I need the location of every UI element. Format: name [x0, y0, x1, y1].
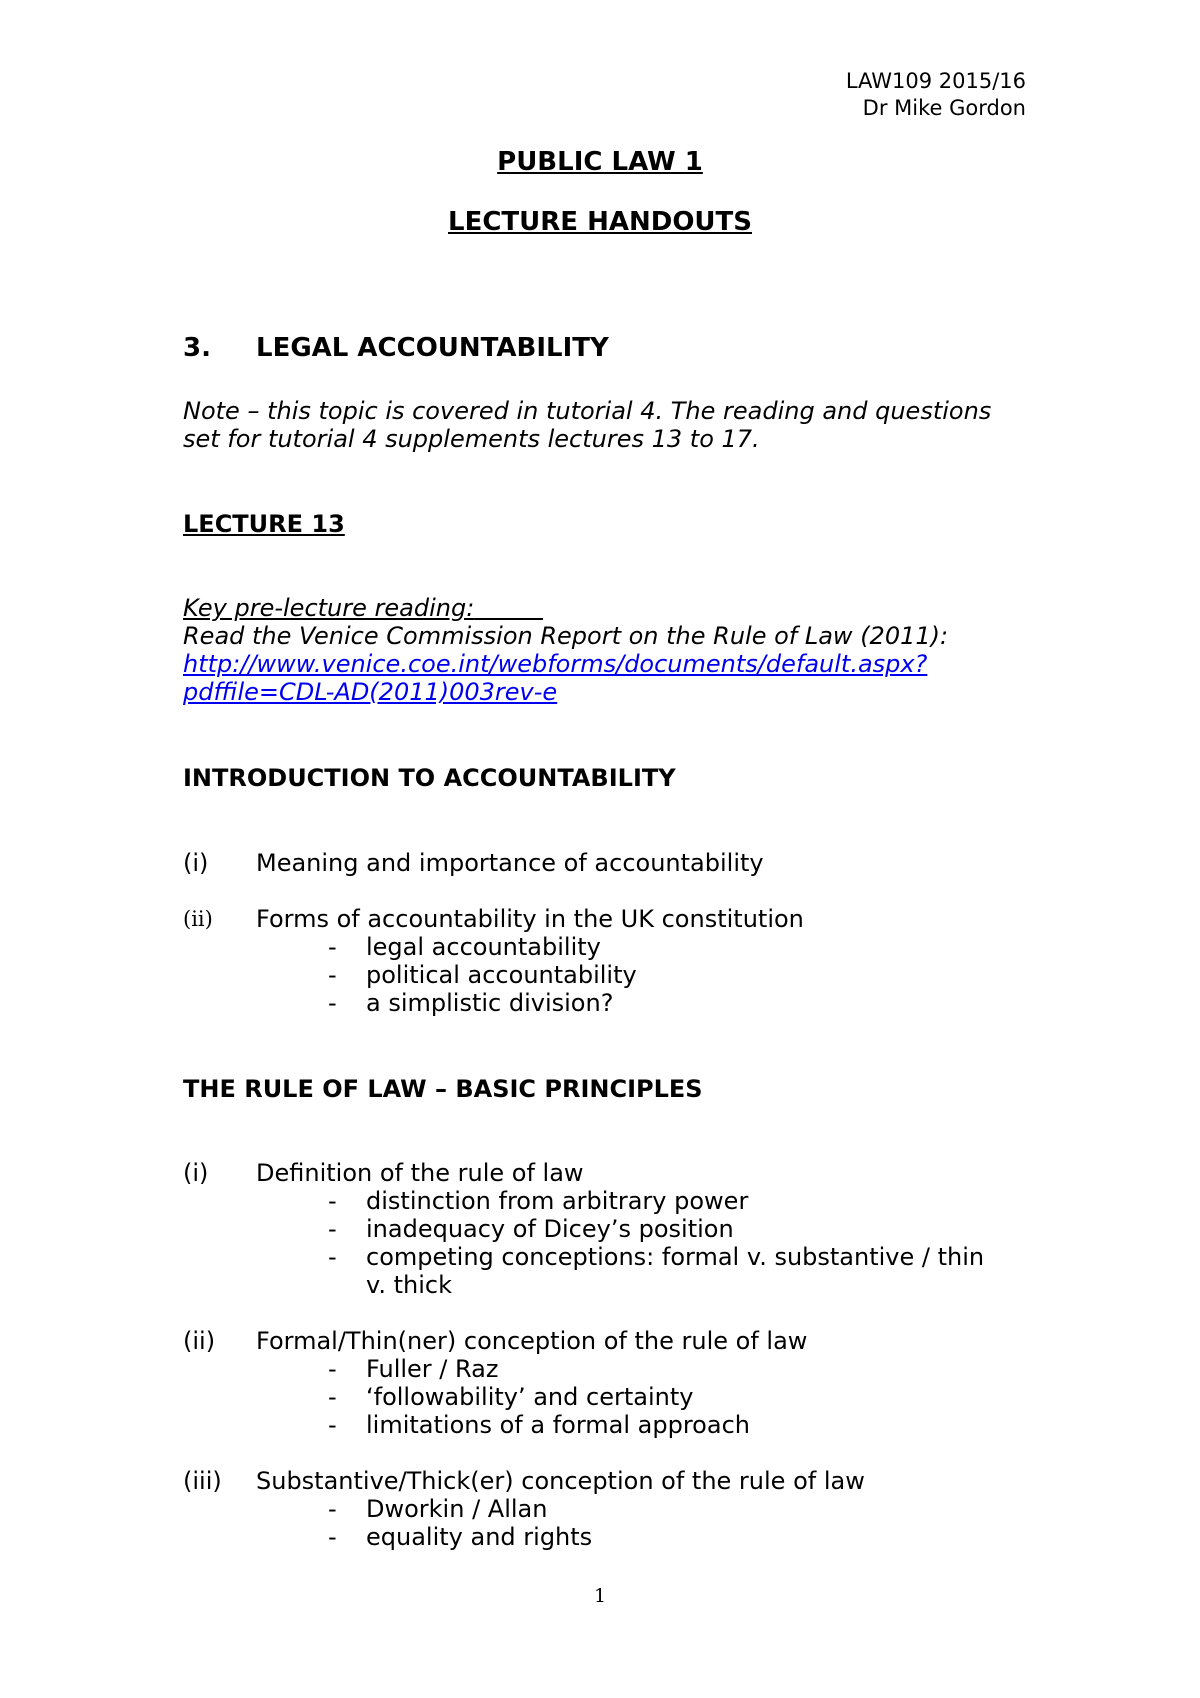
- reading-label-text: Key pre-lecture reading:: [183, 594, 475, 622]
- sub-item-text: distinction from arbitrary power: [366, 1187, 749, 1215]
- bullet-dash: -: [328, 961, 337, 989]
- item-text: Formal/Thin(ner) conception of the rule of law: [256, 1327, 808, 1355]
- rule-of-law-heading: THE RULE OF LAW – BASIC PRINCIPLES: [183, 1075, 703, 1103]
- page-number: 1: [593, 1585, 607, 1607]
- item-number: (i): [183, 1159, 209, 1187]
- sub-item-text: limitations of a formal approach: [366, 1411, 750, 1439]
- bullet-dash: -: [328, 1187, 337, 1215]
- bullet-dash: -: [328, 1215, 337, 1243]
- reading-link-line-2[interactable]: pdffile=CDL-AD(2011)003rev-e: [183, 678, 558, 706]
- note-line-2: set for tutorial 4 supplements lectures 13 to 17.: [183, 425, 760, 453]
- course-code: LAW109 2015/16: [845, 69, 1026, 93]
- sub-item-text-continued: v. thick: [366, 1271, 452, 1299]
- item-number: (iii): [183, 1467, 222, 1495]
- bullet-dash: -: [328, 989, 337, 1017]
- item-text: Substantive/Thick(er) conception of the rule of law: [256, 1467, 865, 1495]
- sub-item-text: ‘followability’ and certainty: [366, 1383, 694, 1411]
- section-heading: LEGAL ACCOUNTABILITY: [256, 333, 609, 363]
- reading-text: Read the Venice Commission Report on the Rule of Law (2011):: [183, 622, 949, 650]
- bullet-dash: -: [328, 1411, 337, 1439]
- sub-item-text: equality and rights: [366, 1523, 593, 1551]
- bullet-dash: -: [328, 1523, 337, 1551]
- sub-item-text: legal accountability: [366, 933, 601, 961]
- bullet-dash: -: [328, 1383, 337, 1411]
- bullet-dash: -: [328, 1355, 337, 1383]
- item-text: Definition of the rule of law: [256, 1159, 584, 1187]
- item-number: (ii): [183, 1327, 216, 1355]
- bullet-dash: -: [328, 1243, 337, 1271]
- intro-heading: INTRODUCTION TO ACCOUNTABILITY: [183, 764, 676, 792]
- reading-link-line-1[interactable]: http://www.venice.coe.int/webforms/documents/default.aspx?: [183, 650, 928, 678]
- bullet-dash: -: [328, 933, 337, 961]
- document-subtitle: LECTURE HANDOUTS: [448, 207, 752, 237]
- lecture-heading: LECTURE 13: [183, 510, 345, 538]
- sub-item-text: a simplistic division?: [366, 989, 614, 1017]
- sub-item-text: inadequacy of Dicey’s position: [366, 1215, 734, 1243]
- section-number: 3.: [183, 333, 211, 363]
- page-header: [846, 68, 1026, 122]
- sub-item-text: competing conceptions: formal v. substantive / thin: [366, 1243, 985, 1271]
- item-number: (i): [183, 849, 209, 877]
- sub-item-text: political accountability: [366, 961, 637, 989]
- item-text: Meaning and importance of accountability: [256, 849, 764, 877]
- sub-item-text: Dworkin / Allan: [366, 1495, 548, 1523]
- item-number: (ii): [183, 907, 213, 931]
- item-text: Forms of accountability in the UK constitution: [256, 905, 804, 933]
- sub-item-text: Fuller / Raz: [366, 1355, 499, 1383]
- document-title: PUBLIC LAW 1: [497, 147, 703, 177]
- reading-label: [183, 594, 543, 622]
- note-line-1: Note – this topic is covered in tutorial 4. The reading and questions: [183, 397, 992, 425]
- reading-label-underline-fill: [474, 594, 543, 622]
- author-name: Dr Mike Gordon: [862, 96, 1026, 120]
- bullet-dash: -: [328, 1495, 337, 1523]
